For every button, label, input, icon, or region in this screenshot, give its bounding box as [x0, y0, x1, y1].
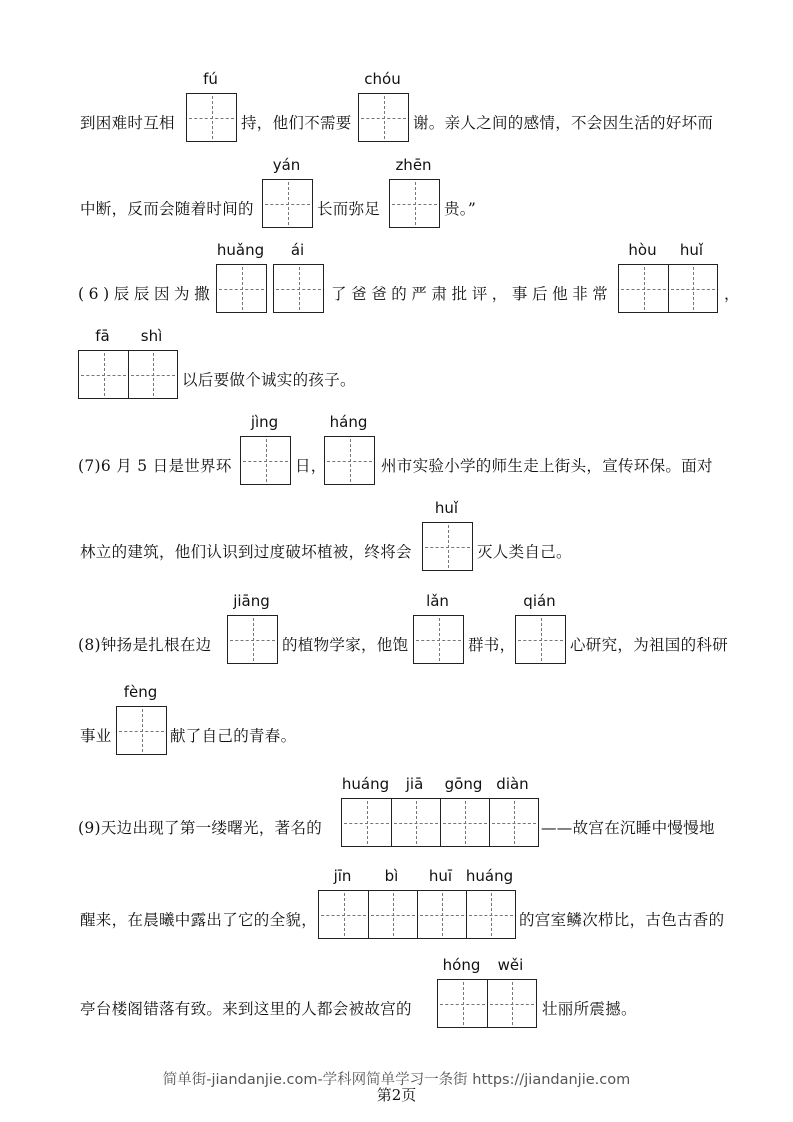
pinyin-hint [240, 412, 289, 432]
text-line [0, 241, 793, 324]
pinyin-syllable: jiā [405, 775, 424, 793]
writing-grid[interactable] [515, 615, 566, 664]
text-segment: 醒来，在晨曦中露出了它的全貌， [80, 911, 318, 929]
pinyin-hint [413, 591, 462, 611]
tian-zi-ge-cell[interactable] [391, 799, 440, 846]
pinyin-syllable: háng [329, 413, 368, 431]
pinyin-syllable: zhēn [395, 156, 432, 174]
pinyin-syllable: gōng [444, 775, 483, 793]
text-segment: 以后要做个诚实的孩子。 [182, 371, 356, 389]
text-segment: (6)辰辰因为撒 [78, 285, 215, 303]
writing-grid[interactable] [78, 350, 178, 399]
pinyin-syllable: shì [140, 327, 163, 345]
tian-zi-ge-cell[interactable] [263, 180, 312, 227]
pinyin-hint [324, 412, 373, 432]
pinyin-hint [422, 498, 471, 518]
pinyin-syllable: diàn [496, 775, 529, 793]
pinyin-syllable: fā [95, 327, 110, 345]
text-line [0, 683, 793, 766]
text-segment: 献了自己的青春。 [170, 727, 297, 745]
pinyin-syllable: yán [272, 156, 301, 174]
tian-zi-ge-cell[interactable] [390, 180, 439, 227]
writing-grid[interactable] [437, 979, 537, 1028]
tian-zi-ge-cell[interactable] [438, 980, 487, 1027]
writing-grid[interactable] [227, 615, 278, 664]
pinyin-syllable: lǎn [426, 592, 449, 610]
writing-grid[interactable] [341, 798, 539, 847]
writing-grid[interactable] [116, 706, 167, 755]
text-line [0, 867, 793, 950]
pinyin-hint [389, 155, 438, 175]
pinyin-syllable: huǐ [679, 241, 704, 259]
pinyin-syllable: wěi [497, 956, 524, 974]
pinyin-hint [273, 240, 322, 260]
source-watermark: 简单街-jiandanjie.com-学科网简单学习一条街 https://jiandanjie.com [162, 1072, 631, 1088]
pinyin-syllable: fú [203, 70, 218, 88]
writing-grid[interactable] [618, 264, 718, 313]
pinyin-hint [318, 866, 514, 886]
tian-zi-ge-cell[interactable] [117, 707, 166, 754]
writing-grid[interactable] [262, 179, 313, 228]
text-line [0, 775, 793, 858]
text-segment: 贵。” [444, 200, 477, 218]
text-segment: 日， [295, 457, 327, 475]
writing-grid[interactable] [216, 264, 267, 313]
pinyin-syllable: chóu [364, 70, 401, 88]
pinyin-syllable: huáng [341, 775, 390, 793]
pinyin-syllable: huī [428, 867, 453, 885]
pinyin-syllable: huáng [465, 867, 514, 885]
writing-grid[interactable] [422, 522, 473, 571]
text-segment: (8)钟扬是扎根在边 [78, 636, 212, 654]
text-segment: 州市实验小学的师生走上街头，宣传环保。面对 [381, 457, 713, 475]
pinyin-syllable: fèng [123, 683, 158, 701]
text-segment: ， [724, 285, 740, 303]
text-segment: ——故宫在沉睡中慢慢地 [541, 819, 715, 837]
tian-zi-ge-cell[interactable] [274, 265, 323, 312]
tian-zi-ge-cell[interactable] [668, 265, 717, 312]
text-line [0, 592, 793, 675]
text-line [0, 499, 793, 582]
text-segment: 的宫室鳞次栉比，古色古香的 [519, 911, 725, 929]
text-segment: (7)6 月 5 日是世界环 [78, 457, 232, 475]
writing-grid[interactable] [240, 436, 291, 485]
writing-grid[interactable] [413, 615, 464, 664]
tian-zi-ge-cell[interactable] [325, 437, 374, 484]
pinyin-hint [186, 69, 235, 89]
pinyin-syllable: hòu [628, 241, 657, 259]
text-line [0, 70, 793, 153]
writing-grid[interactable] [389, 179, 440, 228]
text-segment: 林立的建筑，他们认识到过度破坏植被，终将会 [80, 543, 412, 561]
text-segment: 的植物学家，他饱 [282, 636, 409, 654]
pinyin-hint [262, 155, 311, 175]
tian-zi-ge-cell[interactable] [423, 523, 472, 570]
text-segment: 了爸爸的严肃批评，事后他非常 [331, 285, 613, 303]
writing-grid[interactable] [186, 93, 237, 142]
text-segment: 长而弥足 [317, 200, 381, 218]
tian-zi-ge-cell[interactable] [489, 799, 538, 846]
tian-zi-ge-cell[interactable] [342, 799, 391, 846]
pinyin-hint [358, 69, 407, 89]
text-segment: (9)天边出现了第一缕曙光，著名的 [78, 819, 323, 837]
tian-zi-ge-cell[interactable] [417, 891, 466, 938]
text-segment: 谢。亲人之间的感情，不会因生活的好坏而 [413, 114, 714, 132]
tian-zi-ge-cell[interactable] [319, 891, 368, 938]
text-segment: 持，他们不需要 [241, 114, 352, 132]
tian-zi-ge-cell[interactable] [187, 94, 236, 141]
pinyin-hint [78, 326, 176, 346]
tian-zi-ge-cell[interactable] [414, 616, 463, 663]
text-segment: 亭台楼阁错落有致。来到这里的人都会被故宫的 [80, 1000, 412, 1018]
tian-zi-ge-cell[interactable] [440, 799, 489, 846]
pinyin-hint [437, 955, 535, 975]
writing-grid[interactable] [324, 436, 375, 485]
text-segment: 壮丽所震撼。 [542, 1000, 637, 1018]
text-segment: 中断，反而会随着时间的 [80, 200, 254, 218]
pinyin-hint [341, 774, 537, 794]
pinyin-syllable: huǐ [434, 499, 459, 517]
pinyin-hint [216, 240, 265, 260]
pinyin-hint [515, 591, 564, 611]
writing-grid[interactable] [273, 264, 324, 313]
writing-grid[interactable] [358, 93, 409, 142]
tian-zi-ge-cell[interactable] [241, 437, 290, 484]
tian-zi-ge-cell[interactable] [359, 94, 408, 141]
tian-zi-ge-cell[interactable] [368, 891, 417, 938]
text-segment: 心研究，为祖国的科研 [570, 636, 729, 654]
pinyin-syllable: hóng [442, 956, 481, 974]
tian-zi-ge-cell[interactable] [128, 351, 177, 398]
pinyin-hint [116, 682, 165, 702]
pinyin-syllable: bì [384, 867, 399, 885]
pinyin-syllable: jiāng [233, 592, 270, 610]
tian-zi-ge-cell[interactable] [487, 980, 536, 1027]
pinyin-syllable: jìng [250, 413, 279, 431]
text-segment: 灭人类自己。 [477, 543, 572, 561]
pinyin-syllable: jīn [333, 867, 352, 885]
text-segment: 到困难时互相 [80, 114, 175, 132]
text-line [0, 156, 793, 239]
text-segment: 群书， [468, 636, 516, 654]
text-line [0, 327, 793, 410]
text-segment: 事业 [80, 727, 112, 745]
text-line [0, 413, 793, 496]
text-line [0, 956, 793, 1039]
tian-zi-ge-cell[interactable] [516, 616, 565, 663]
writing-grid[interactable] [318, 890, 516, 939]
page-number: 第2页 [376, 1086, 417, 1104]
pinyin-syllable: ái [290, 241, 305, 259]
pinyin-syllable: qián [523, 592, 556, 610]
tian-zi-ge-cell[interactable] [228, 616, 277, 663]
pinyin-syllable: huǎng [216, 241, 265, 259]
tian-zi-ge-cell[interactable] [79, 351, 128, 398]
tian-zi-ge-cell[interactable] [619, 265, 668, 312]
pinyin-hint [227, 591, 276, 611]
pinyin-hint [618, 240, 716, 260]
tian-zi-ge-cell[interactable] [217, 265, 266, 312]
tian-zi-ge-cell[interactable] [466, 891, 515, 938]
